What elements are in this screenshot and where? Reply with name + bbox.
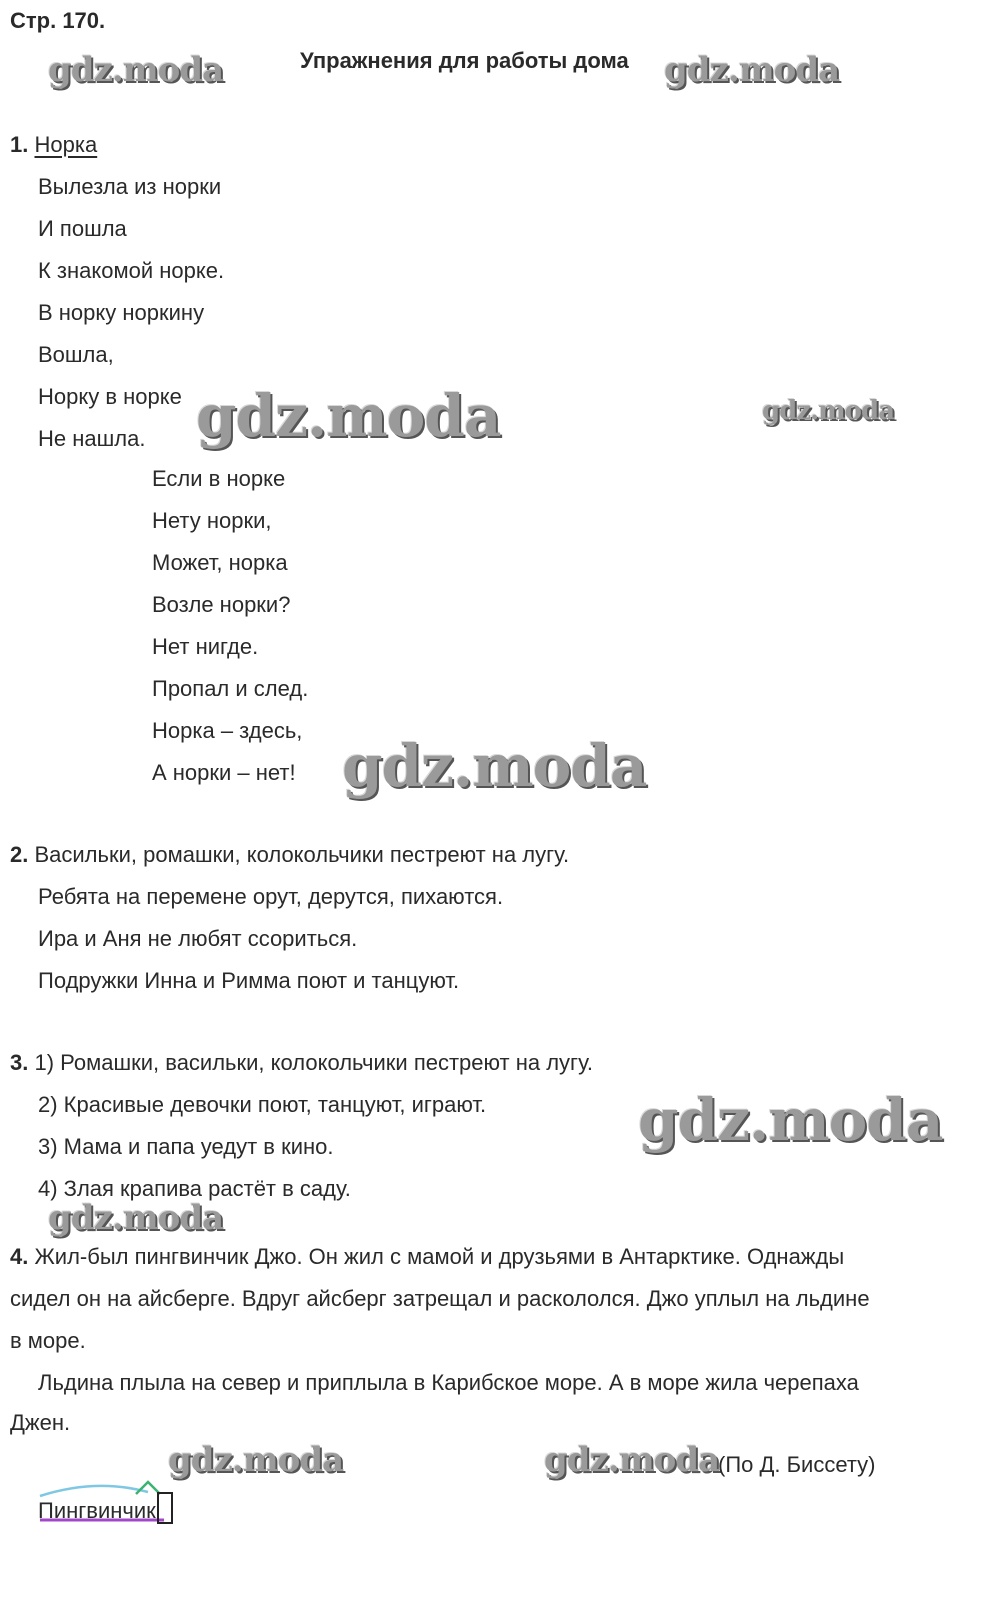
poem-line: В норку норкину [38,300,205,325]
watermark: gdz.moda [664,50,840,90]
exercise-4-line: сидел он на айсберге. Вдруг айсберг затрещал и раскололся. Джо уплыл на льдине [10,1286,870,1311]
exercise-4-line: Льдина плыла на север и приплыла в Карибское море. А в море жила черепаха [38,1370,859,1395]
exercise-3-item: 2) Красивые девочки поют, танцуют, играют. [38,1092,487,1117]
poem-line: Нету норки, [152,508,272,533]
watermark: gdz.moda [196,382,501,450]
exercise-2-line: Ира и Аня не любят ссориться. [38,926,358,951]
exercise-3-item: 4) Злая крапива растёт в саду. [38,1176,351,1201]
poem-line: И пошла [38,216,127,241]
exercise-3-item: 3) Мама и папа уедут в кино. [38,1134,334,1159]
poem-line: К знакомой норке. [38,258,225,283]
exercise-2-line: 2. Васильки, ромашки, колокольчики пестреют на лугу. [10,842,570,867]
poem-line: Вошла, [38,342,114,367]
exercise-4-line: Джен. [10,1410,71,1435]
analyzed-word: Пингвинчик [38,1492,173,1524]
exercise-4-line: в море. [10,1328,86,1353]
poem-title: Норка [34,132,98,157]
watermark: gdz.moda [544,1440,720,1480]
watermark: gdz.moda [48,1198,224,1238]
watermark: gdz.moda [762,396,895,426]
watermark: gdz.moda [168,1440,344,1480]
poem-line: Нет нигде. [152,634,259,659]
page-number: Стр. 170. [10,8,106,33]
exercise-2-line: Ребята на перемене орут, дерутся, пихаются. [38,884,504,909]
ending-box [157,1492,173,1524]
exercise-1-heading: 1. Норка [10,132,98,157]
poem-line: Вылезла из норки [38,174,222,199]
poem-line: Норка – здесь, [152,718,303,743]
watermark: gdz.moda [342,732,647,800]
poem-line: Не нашла. [38,426,146,451]
watermark: gdz.moda [48,50,224,90]
page-title: Упражнения для работы дома [300,48,629,73]
poem-line: Может, норка [152,550,288,575]
exercise-2-line: Подружки Инна и Римма поют и танцуют. [38,968,460,993]
source-citation: (По Д. Биссету) [718,1452,876,1477]
poem-line: Возле норки? [152,592,291,617]
poem-line: Пропал и след. [152,676,309,701]
watermark: gdz.moda [638,1086,943,1154]
exercise-3-item: 3. 1) Ромашки, васильки, колокольчики пестреют на лугу. [10,1050,593,1075]
poem-line: Если в норке [152,466,286,491]
poem-line: А норки – нет! [152,760,296,785]
poem-line: Норку в норке [38,384,182,409]
exercise-4-line: 4. Жил-был пингвинчик Джо. Он жил с мамой и друзьями в Антарктике. Однажды [10,1244,845,1269]
